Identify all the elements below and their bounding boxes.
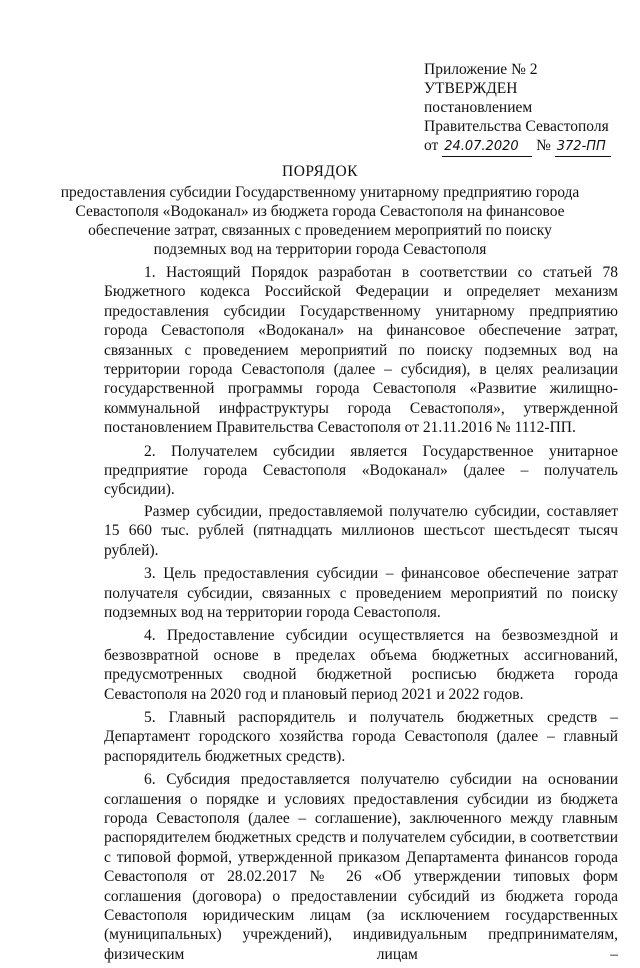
paragraph-4: 4. Предоставление субсидии осуществляется на безвозмездной и безвозвратной основе в пределах объема бюджетных ассигнований, предусмотренных сводной бюджетной росписью бюджета города Севастополя на 2020 год и плановый период 2021 и 2022 годов. — [104, 627, 618, 703]
paragraph-2-amount: Размер субсидии, предоставляемой получателю субсидии, составляет 15 660 тыс. рублей (пятнадцать миллионов шестьсот шестьдесят тысяч рублей). — [104, 502, 618, 559]
government-label: Правительства Севастополя — [424, 118, 609, 135]
paragraph-2: 2. Получателем субсидии является Государственное унитарное предприятие города Севастополя «Водоканал» (далее – получатель субсидии). — [104, 442, 618, 499]
document-title — [0, 162, 640, 259]
approved-label: УТВЕРЖДЕН — [424, 80, 518, 97]
appendix-number: Приложение № 2 — [424, 61, 538, 78]
document-body — [104, 263, 618, 968]
resolution-number: 372-ПП — [555, 137, 611, 157]
approval-stamp — [424, 60, 634, 157]
paragraph-6: 6. Субсидия предоставляется получателю субсидии на основании соглашения о порядке и условиях предоставления субсидии из бюджета города Севастополя (далее – соглашение), заключенного между главным распорядителем бюджетных средств и получателем субсидии, в соответствии с типовой формой, утвержденной приказом Департамента финансов города Севастополя от 28.02.2017 № 26 «Об утверждении типовых форм соглашения (договора) о предоставлении субсидий из бюджета города Севастополя юридическим лицам (за исключением государственных (муниципальных) учреждений), индивидуальным предпринимателям, физическим лицам – — [104, 771, 618, 963]
resolution-date: 24.07.2020 — [442, 137, 532, 157]
paragraph-1: 1. Настоящий Порядок разработан в соответствии со статьей 78 Бюджетного кодекса Российской Федерации и определяет механизм предоставления субсидии Государственному унитарному предприятию города Севастополя «Водоканал» на финансовое обеспечение затрат, связанных с проведением мероприятий по поиску подземных вод на территории города Севастополя (далее – субсидия), в целях реализации государственной программы города Севастополя «Развитие жилищно-коммунальной инфраструктуры города Севастополя», утвержденной постановлением Правительства Севастополя от 21.11.2016 № 1112-ПП. — [104, 264, 618, 437]
title-subtitle-text: предоставления субсидии Государственному унитарному предприятию города Севастополя «Водоканал» из бюджета города Севастополя на финансовое обеспечение затрат, связанных с проведением мероприятий по поиску подземных вод на территории города Севастополя — [60, 184, 580, 258]
date-number-line — [424, 136, 634, 157]
resolution-label: постановлением — [424, 99, 533, 116]
paragraph-3: 3. Цель предоставления субсидии – финансовое обеспечение затрат получателя субсидии, связанных с проведением мероприятий по поиску подземных вод на территории города Севастополя. — [104, 565, 618, 621]
title-main: ПОРЯДОК — [282, 163, 358, 180]
paragraph-5: 5. Главный распорядитель и получатель бюджетных средств – Департамент городского хозяйства города Севастополя (далее – главный распорядитель бюджетных средств). — [104, 708, 618, 765]
date-prefix: от — [424, 137, 439, 154]
title-subtitle — [60, 183, 580, 259]
number-prefix: № — [536, 137, 551, 154]
